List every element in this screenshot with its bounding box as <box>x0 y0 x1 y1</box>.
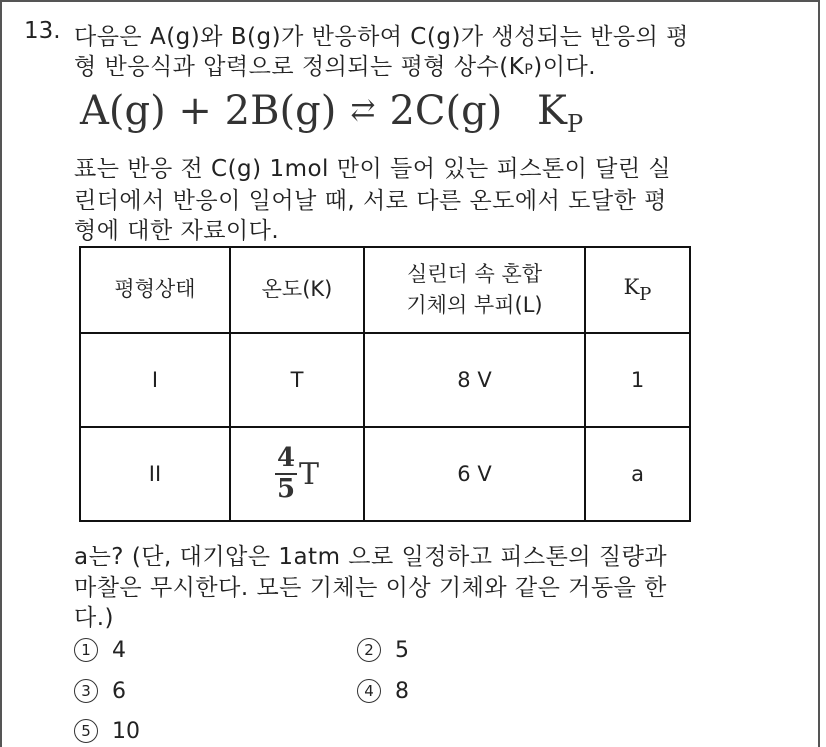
equilibrium-constant-symbol: $K_P$ <box>537 88 584 138</box>
choice-1[interactable]: 1 4 <box>74 638 126 663</box>
ask-line1: a는? (단, 대기압은 1atm 으로 일정하고 피스톤의 질량과 <box>74 544 668 570</box>
question-text-line2: 형 반응식과 압력으로 정의되는 평형 상수(KP)이다. <box>74 54 597 80</box>
header-state: 평형상태 <box>80 247 230 333</box>
question-text-line1: 다음은 A(g)와 B(g)가 반응하여 C(g)가 생성되는 반응의 평 <box>74 24 689 50</box>
question-number: 13. <box>24 18 61 44</box>
description-line3: 형에 대한 자료이다. <box>74 218 280 244</box>
choice-marker-icon: 4 <box>357 679 381 703</box>
choice-2[interactable]: 2 5 <box>357 638 409 663</box>
choice-3[interactable]: 3 6 <box>74 679 126 704</box>
choice-marker-icon: 1 <box>74 638 98 662</box>
cell-temperature: T <box>230 333 364 427</box>
cell-state: II <box>80 427 230 521</box>
equation-reactants: A(g) + 2B(g) <box>80 88 337 134</box>
cell-temperature <box>230 427 364 521</box>
fraction-temperature: $\frac{4}{5}$ T <box>276 443 320 504</box>
header-temperature: 온도(K) <box>230 247 364 333</box>
equilibrium-data-table <box>79 246 691 522</box>
choice-marker-icon: 2 <box>357 638 381 662</box>
choice-4[interactable]: 4 8 <box>357 679 409 704</box>
cell-volume: 8 V <box>364 333 585 427</box>
description-line2: 린더에서 반응이 일어날 때, 서로 다른 온도에서 도달한 평 <box>74 188 667 214</box>
cell-kp: a <box>585 427 690 521</box>
cell-volume: 6 V <box>364 427 585 521</box>
choice-5[interactable]: 5 10 <box>74 719 140 744</box>
choice-marker-icon: 5 <box>74 719 98 743</box>
table-header-row <box>80 247 690 333</box>
cell-kp: 1 <box>585 333 690 427</box>
header-volume: 실린더 속 혼합 기체의 부피(L) <box>364 247 585 333</box>
cell-state: I <box>80 333 230 427</box>
description-line1: 표는 반응 전 C(g) 1mol 만이 들어 있는 피스톤이 달린 실 <box>74 156 672 182</box>
table-row <box>80 333 690 427</box>
equilibrium-arrow-icon: ⇄ <box>350 93 376 128</box>
header-kp: KP <box>585 247 690 333</box>
ask-line3: 다.) <box>74 605 115 631</box>
equation-products: 2C(g) <box>389 88 503 134</box>
reaction-equation <box>80 88 583 138</box>
table-row <box>80 427 690 521</box>
ask-line2: 마찰은 무시한다. 모든 기체는 이상 기체와 같은 거동을 한 <box>74 575 667 601</box>
choice-marker-icon: 3 <box>74 679 98 703</box>
